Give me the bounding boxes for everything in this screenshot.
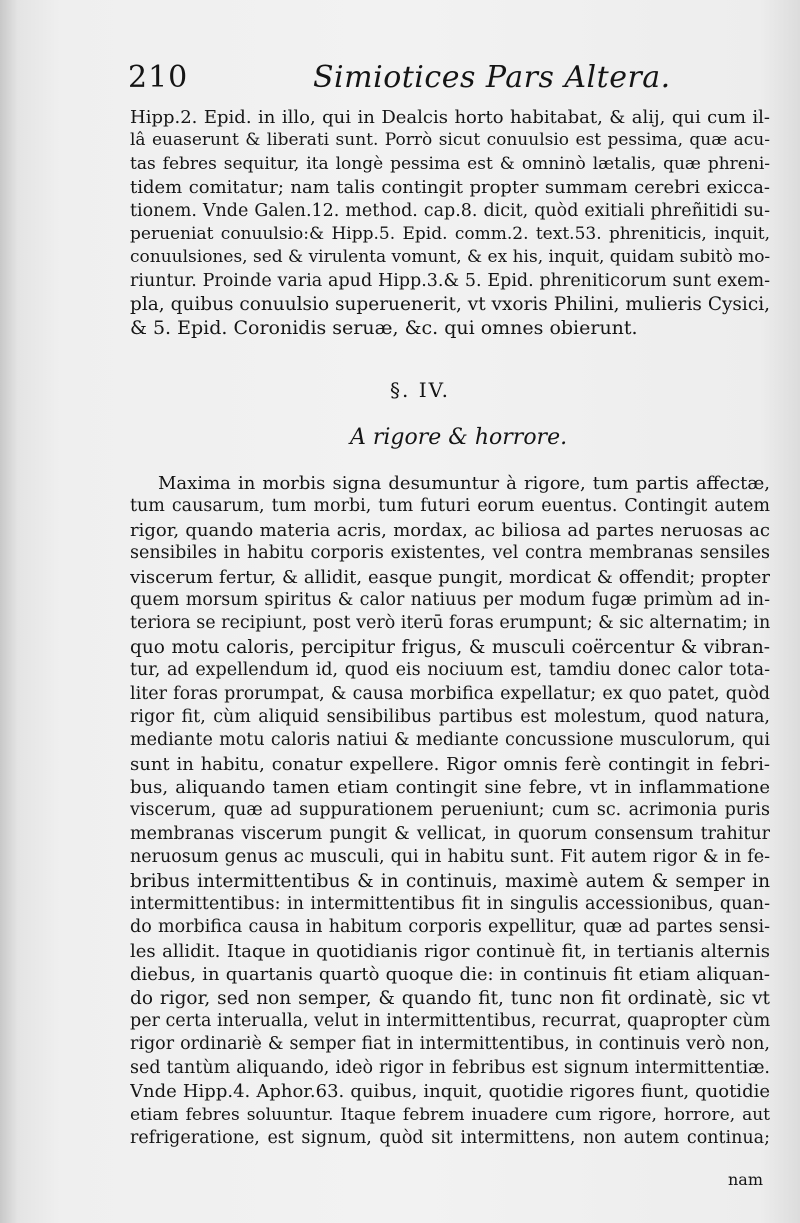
text-line: tas febres sequitur, ita longè pessima est & omninò lætalis, quæ phreni- [130,153,770,174]
text-line: bribus intermittentibus & in continuis, maximè autem & semper in [130,870,770,892]
text-line: membranas viscerum pungit & vellicat, in quorum consensum trahitur [130,823,770,844]
text-line: sensibiles in habitu corporis existentes, vel contra membranas sensiles [130,543,770,564]
paragraph-main [130,472,770,1150]
text-line: sunt in habitu, conatur expellere. Rigor omnis ferè contingit in febri- [130,753,770,775]
text-line: quo motu caloris, percipitur frigus, & musculi coërcentur & vibran- [130,636,770,658]
section-title: A rigore & horrore. [350,425,568,450]
text-line: tur, ad expellendum id, quod eis nociuum est, tamdiu donec calor tota- [130,660,770,681]
text-line: do morbifica causa in habitum corporis expellitur, quæ ad partes sensi- [130,917,770,938]
text-line: Maxima in morbis signa desumuntur à rigore, tum partis affectæ, [158,473,770,494]
text-line: teriora se recipiunt, post verò iterū foras erumpunt; & sic alternatim; in [130,613,770,634]
text-line: do rigor, sed non semper, & quando fit, tunc non fit ordinatè, sic vt [130,987,770,1009]
text-line: sed tantùm aliquando, ideò rigor in febribus est signum intermittentiæ. [130,1057,770,1078]
text-line: tionem. Vnde Galen.12. method. cap.8. dicit, quòd exitiali phreñitidi su- [130,200,770,221]
text-line: tum causarum, tum morbi, tum futuri eorum euentus. Contingit autem [130,496,770,517]
text-line: conuulsiones, sed & virulenta vomunt, & ex his, inquit, quidam subitò mo- [130,247,770,268]
text-line: riuntur. Proinde varia apud Hipp.3.& 5. Epid. phreniticorum sunt exem- [130,270,770,291]
running-head: Simiotices Pars Altera. [313,60,671,95]
text-line: mediante motu caloris natiui & mediante concussione musculorum, qui [130,730,770,751]
page-number: 210 [128,60,189,95]
paragraph-continuation [130,106,770,340]
text-line: Hipp.2. Epid. in illo, qui in Dealcis horto habitabat, & alij, qui cum il- [130,107,770,128]
text-line: rigor ordinariè & semper fiat in intermittentibus, in continuis verò non, [130,1034,770,1055]
text-line: viscerum fertur, & allidit, easque pungit, mordicat & offendit; propter [130,566,770,588]
text-line: pla, quibus conuulsio superuenerit, vt vxoris Philini, mulieris Cysici, [130,294,770,316]
page-header [128,58,768,102]
catchword: nam [728,1170,764,1189]
text-line: quem morsum spiritus & calor natiuus per modum fugæ primùm ad in- [130,589,770,610]
text-line: intermittentibus: in intermittentibus fit in singulis accessionibus, quan- [130,894,770,915]
text-line: viscerum, quæ ad suppurationem perueniunt; cum sc. acrimonia puris [130,800,770,821]
text-line: diebus, in quartanis quartò quoque die: in continuis fit etiam aliquan- [130,964,770,986]
text-line: neruosum genus ac musculi, qui in habitu sunt. Fit autem rigor & in fe- [130,847,770,868]
text-line: rigor fit, cùm aliquid sensibilibus partibus est molestum, quod natura, [130,706,770,727]
text-line: lâ euaserunt & liberati sunt. Porrò sicut conuulsio est pessima, quæ acu- [130,130,770,151]
text-line: les allidit. Itaque in quotidianis rigor continuè fit, in tertianis alternis [130,940,770,962]
text-line: perueniat conuulsio:& Hipp.5. Epid. comm.2. text.53. phreniticis, inquit, [130,223,770,244]
text-line: liter foras prorumpat, & causa morbifica expellatur; ex quo patet, quòd [130,683,770,704]
text-line: per certa interualla, velut in intermittentibus, recurrat, quapropter cùm [130,1010,770,1031]
text-line: bus, aliquando tamen etiam contingit sine febre, vt in inflammatione [130,777,770,799]
text-line: Vnde Hipp.4. Aphor.63. quibus, inquit, quotidie rigores fiunt, quotidie [130,1081,770,1103]
section-number: §. IV. [390,378,450,402]
text-line: tidem comitatur; nam talis contingit propter summam cerebri exicca- [130,177,770,199]
text-line: refrigeratione, est signum, quòd sit intermittens, non autem continua; [130,1127,770,1148]
text-line: & 5. Epid. Coronidis seruæ, &c. qui omnes obierunt. [130,316,638,339]
text-line: rigor, quando materia acris, mordax, ac biliosa ad partes neruosas ac [130,519,770,541]
text-line: etiam febres soluuntur. Itaque febrem inuadere cum rigore, horrore, aut [130,1104,770,1125]
